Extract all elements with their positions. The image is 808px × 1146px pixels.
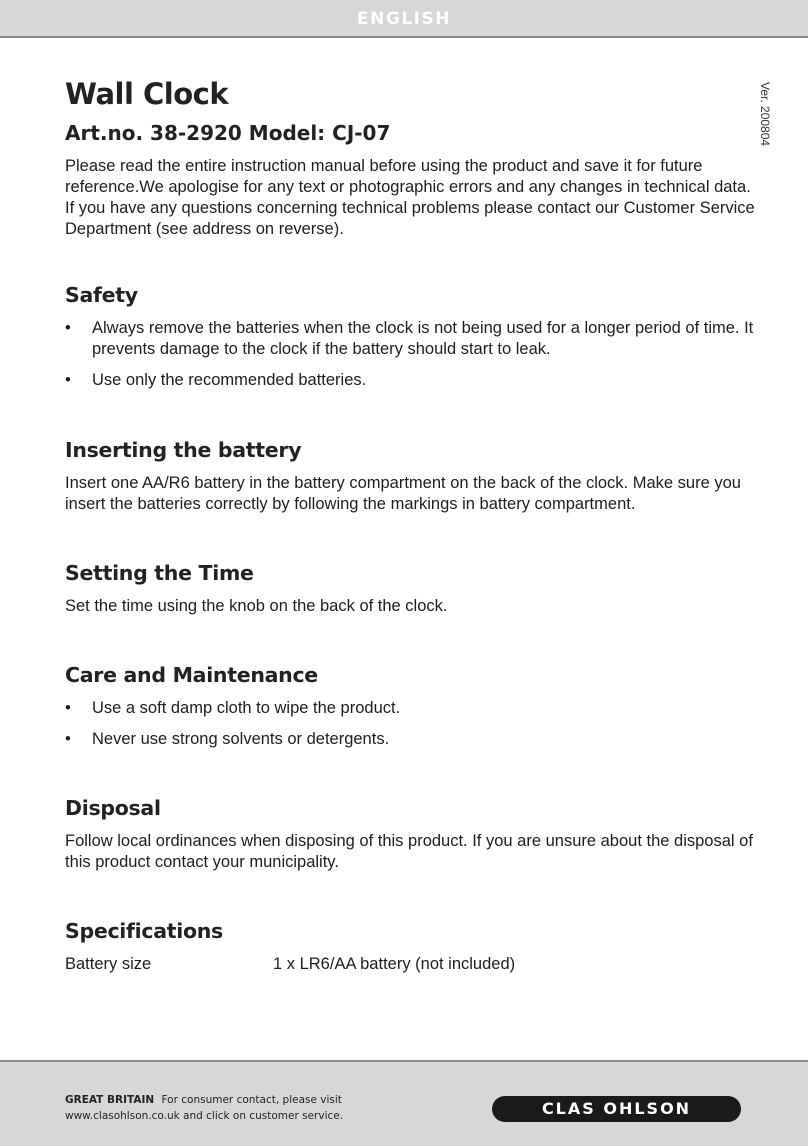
specs-heading: Specifications <box>65 919 223 943</box>
safety-heading: Safety <box>65 283 138 307</box>
time-section <box>65 558 755 617</box>
battery-text: Insert one AA/R6 battery in the battery compartment on the back of the clock. Make sure you insert the batteries correctly by following the markings in battery compartment. <box>65 474 741 513</box>
list-item: • Use only the recommended batteries. <box>65 371 367 389</box>
footer-country: GREAT BRITAIN <box>65 1094 155 1106</box>
care-heading: Care and Maintenance <box>65 663 318 687</box>
bullet-icon: • <box>65 699 71 717</box>
care-list <box>65 698 755 750</box>
time-text: Set the time using the knob on the back of the clock. <box>65 597 448 615</box>
header-bar <box>0 0 808 38</box>
footer-contact <box>65 1092 445 1124</box>
page-title: Wall Clock <box>65 77 229 111</box>
brand-logo <box>492 1096 741 1122</box>
disposal-section <box>65 793 755 873</box>
specs-section <box>65 916 755 975</box>
bullet-icon: • <box>65 371 71 389</box>
disposal-text: Follow local ordinances when disposing of this product. If you are unsure about the disposal of this product contact your municipality. <box>65 832 753 871</box>
battery-heading: Inserting the battery <box>65 438 302 462</box>
list-item: • Always remove the batteries when the clock is not being used for a longer period of time. It prevents damage to the clock if the battery should start to leak. <box>65 319 754 358</box>
safety-list <box>65 318 755 391</box>
spec-label: Battery size <box>65 955 152 973</box>
battery-section <box>65 435 755 515</box>
safety-section <box>65 280 755 401</box>
language-label: ENGLISH <box>357 9 451 29</box>
footer-contact-text: For consumer contact, please visit www.clasohlson.co.uk and click on customer service. <box>65 1094 344 1122</box>
spec-row <box>65 954 755 975</box>
care-section <box>65 660 755 760</box>
version-label: Ver. 200804 <box>758 82 772 147</box>
spec-value: 1 x LR6/AA battery (not included) <box>273 955 516 973</box>
brand-logo-text: CLAS OHLSON <box>541 1099 692 1118</box>
footer-bar <box>0 1060 808 1146</box>
list-item: • Never use strong solvents or detergents. <box>65 730 390 748</box>
list-item: • Use a soft damp cloth to wipe the product. <box>65 699 401 717</box>
intro-paragraph: Please read the entire instruction manual before using the product and save it for future reference.We apologise for any text or photographic errors and any changes in technical data. If you have any questions concerning technical problems please contact our Customer Service Department (see address on reverse). <box>65 157 755 238</box>
bullet-icon: • <box>65 730 71 748</box>
disposal-heading: Disposal <box>65 796 161 820</box>
article-number: Art.no. 38-2920 Model: CJ-07 <box>65 121 391 145</box>
bullet-icon: • <box>65 319 71 337</box>
manual-content <box>65 74 755 973</box>
time-heading: Setting the Time <box>65 561 254 585</box>
